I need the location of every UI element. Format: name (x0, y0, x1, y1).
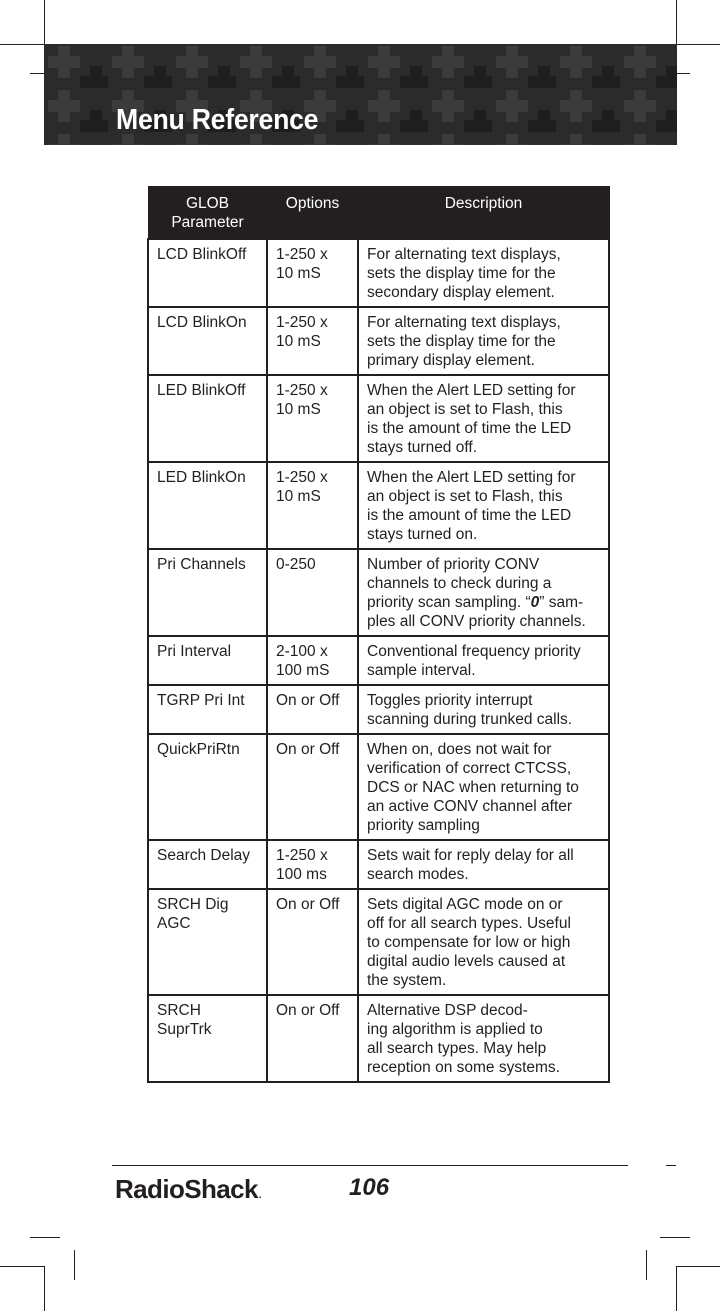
crop-mark (74, 1250, 75, 1280)
table-header-row (148, 187, 609, 240)
page-title: Menu Reference (116, 104, 319, 136)
column-header-parameter: GLOB Parameter (148, 187, 267, 240)
table-row (148, 239, 609, 307)
parameter-cell: LCD BlinkOff (148, 239, 267, 307)
options-cell: 1-250 x 10 mS (267, 462, 358, 549)
crop-mark (676, 1266, 677, 1311)
footer-tick (666, 1165, 676, 1166)
options-cell: On or Off (267, 889, 358, 995)
header-banner (44, 44, 677, 145)
description-cell: When the Alert LED setting for an object is set to Flash, this is the amount of time the LED stays turned off. (358, 375, 609, 462)
parameter-cell: QuickPriRtn (148, 734, 267, 840)
options-cell: 1-250 x 10 mS (267, 375, 358, 462)
options-cell: 1-250 x 10 mS (267, 307, 358, 375)
footer-rule (112, 1165, 628, 1166)
description-cell (358, 549, 609, 636)
parameter-cell: Pri Channels (148, 549, 267, 636)
parameter-cell: LED BlinkOff (148, 375, 267, 462)
options-cell: On or Off (267, 685, 358, 734)
crop-mark (676, 0, 677, 44)
crop-mark (0, 44, 44, 45)
crop-mark (44, 0, 45, 44)
parameter-cell: SRCH SuprTrk (148, 995, 267, 1082)
crop-mark (646, 1250, 647, 1280)
description-cell: For alternating text displays, sets the display time for the secondary display element. (358, 239, 609, 307)
description-text: Number of priority CONV channels to check during a priority scan sampling. “ (367, 556, 552, 611)
description-cell: Alternative DSP decod- ing algorithm is applied to all search types. May help reception on some systems. (358, 995, 609, 1082)
description-cell: Sets wait for reply delay for all search modes. (358, 840, 609, 889)
column-header-description: Description (358, 187, 609, 240)
table-row (148, 734, 609, 840)
parameter-cell: Pri Interval (148, 636, 267, 685)
crop-mark (44, 1266, 45, 1311)
options-cell: 0-250 (267, 549, 358, 636)
crop-mark (660, 1237, 690, 1238)
table-row (148, 840, 609, 889)
table-row (148, 685, 609, 734)
parameter-cell: LED BlinkOn (148, 462, 267, 549)
description-cell: When the Alert LED setting for an object is set to Flash, this is the amount of time the LED stays turned on. (358, 462, 609, 549)
parameter-cell: TGRP Pri Int (148, 685, 267, 734)
crop-mark (30, 1237, 60, 1238)
description-cell: Conventional frequency priority sample interval. (358, 636, 609, 685)
table-row (148, 636, 609, 685)
table-row (148, 549, 609, 636)
table-row (148, 995, 609, 1082)
page-number: 106 (349, 1174, 390, 1201)
options-cell: 1-250 x 10 mS (267, 239, 358, 307)
options-cell: 1-250 x 100 ms (267, 840, 358, 889)
parameter-cell: Search Delay (148, 840, 267, 889)
table-row (148, 889, 609, 995)
crop-mark (676, 1266, 720, 1267)
parameter-cell: LCD BlinkOn (148, 307, 267, 375)
options-cell: On or Off (267, 995, 358, 1082)
table-row (148, 462, 609, 549)
radioshack-logo: RadioShack. (115, 1174, 262, 1204)
column-header-options: Options (267, 187, 358, 240)
crop-mark (676, 44, 720, 45)
description-text: ” sam- ples all CONV priority channels. (367, 594, 586, 630)
description-cell: For alternating text displays, sets the display time for the primary display element. (358, 307, 609, 375)
parameter-cell: SRCH Dig AGC (148, 889, 267, 995)
table-row (148, 307, 609, 375)
table-row (148, 375, 609, 462)
description-cell: Toggles priority interrupt scanning during trunked calls. (358, 685, 609, 734)
glob-parameter-table (147, 186, 610, 1083)
options-cell: 2-100 x 100 mS (267, 636, 358, 685)
description-emphasis: 0 (530, 594, 540, 611)
description-cell: When on, does not wait for verification of correct CTCSS, DCS or NAC when returning to an active CONV channel after priority sampling (358, 734, 609, 840)
options-cell: On or Off (267, 734, 358, 840)
crop-mark (0, 1266, 44, 1267)
description-cell: Sets digital AGC mode on or off for all search types. Useful to compensate for low or high digital audio levels caused at the system. (358, 889, 609, 995)
